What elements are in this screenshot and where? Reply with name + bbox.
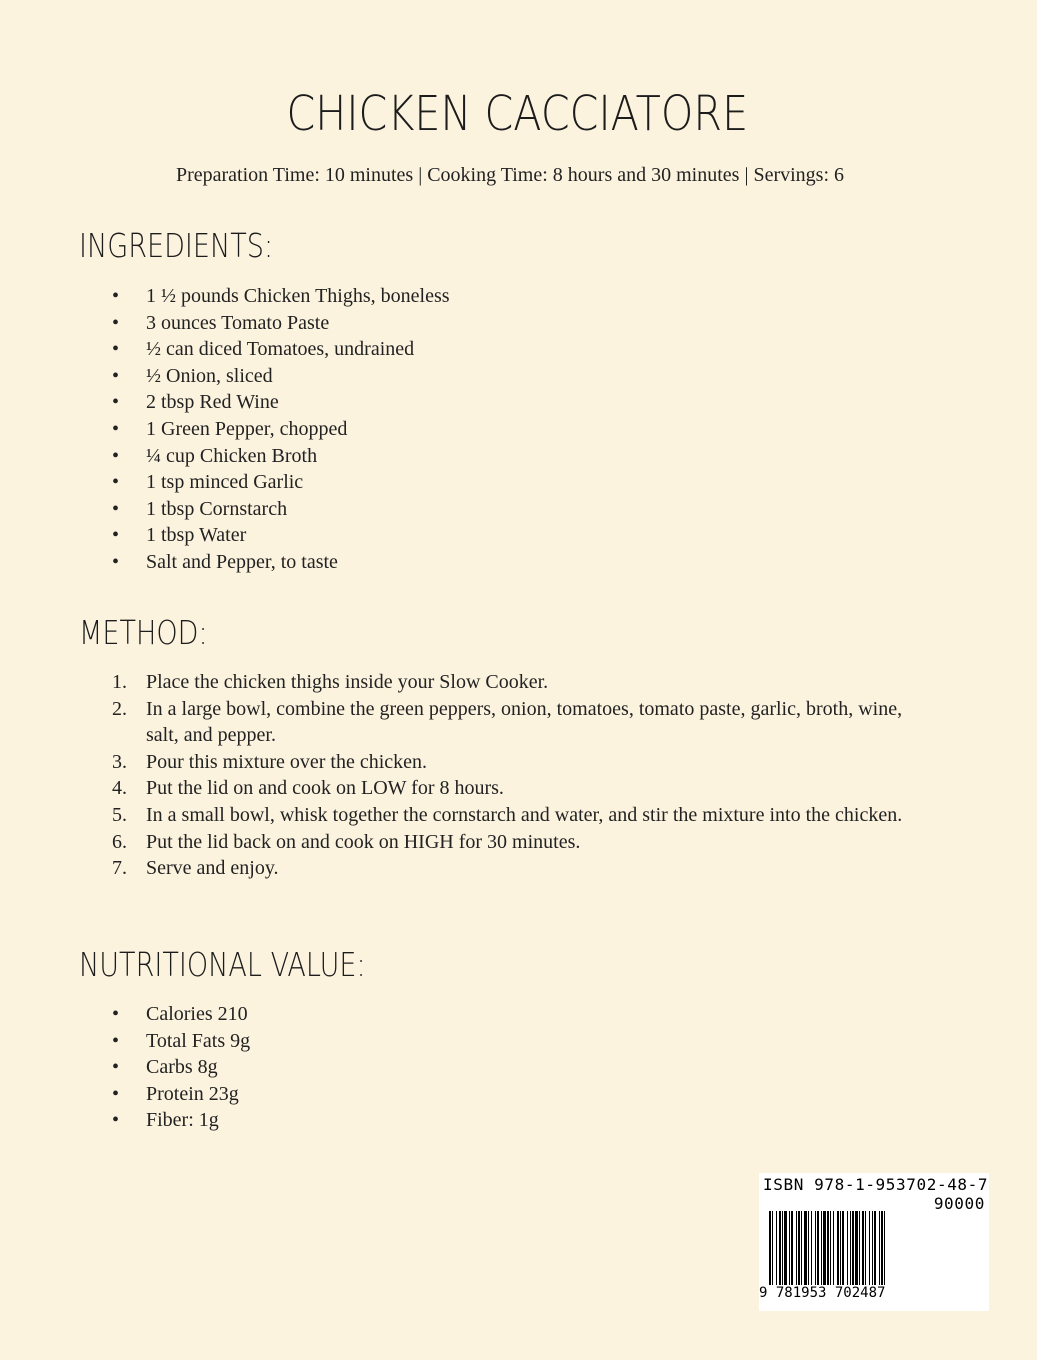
- method-step-text: Put the lid on and cook on LOW for 8 hours.: [146, 777, 504, 800]
- ingredient-item: [0, 443, 926, 470]
- barcode-bar: [842, 1211, 844, 1285]
- method-list: [0, 669, 926, 882]
- nutrition-list: [0, 1001, 926, 1134]
- barcode-bar: [855, 1211, 858, 1285]
- nutrition-item-text: Calories 210: [146, 1003, 248, 1025]
- ingredient-item-marker: •: [112, 391, 120, 414]
- ingredient-item-text: Salt and Pepper, to taste: [146, 550, 338, 573]
- ingredient-item: [0, 363, 926, 390]
- barcode-bar: [884, 1211, 885, 1285]
- barcode-bar: [779, 1211, 781, 1285]
- method-step-text: Place the chicken thighs inside your Slow Cooker.: [146, 671, 549, 693]
- method-step: [0, 696, 926, 749]
- nutrition-item-text: Protein 23g: [146, 1082, 239, 1105]
- ingredient-item-marker: •: [112, 417, 120, 440]
- barcode-bar: [850, 1211, 851, 1285]
- ingredient-item-marker: •: [112, 550, 120, 573]
- barcode-bar: [798, 1211, 800, 1285]
- ingredient-item: [0, 496, 926, 523]
- barcode-bar: [833, 1211, 834, 1285]
- method-step: [0, 775, 926, 802]
- ingredient-item-marker: •: [112, 471, 120, 494]
- nutrition-item-marker: •: [112, 1029, 120, 1052]
- barcode-bar: [827, 1211, 829, 1285]
- method-step-text: Serve and enjoy.: [146, 857, 279, 880]
- method-step-marker: 3.: [112, 750, 127, 773]
- nutrition-item-text: Total Fats 9g: [146, 1029, 251, 1052]
- barcode-bar: [869, 1211, 870, 1285]
- barcode-bar: [801, 1211, 802, 1285]
- ingredient-item: [0, 336, 926, 363]
- barcode-bar: [823, 1211, 826, 1285]
- barcode-bar: [862, 1211, 864, 1285]
- barcode-bar: [804, 1211, 807, 1285]
- method-step-text: Put the lid back on and cook on HIGH for 30 minutes.: [146, 830, 581, 853]
- ingredient-item-text: 2 tbsp Red Wine: [146, 391, 279, 414]
- ingredient-item: [0, 283, 926, 310]
- barcode-bar: [821, 1211, 822, 1285]
- barcode-bar: [859, 1211, 860, 1285]
- barcode-bar: [811, 1211, 812, 1285]
- ingredient-item-text: 1 Green Pepper, chopped: [146, 417, 348, 440]
- ingredient-item-marker: •: [112, 497, 120, 520]
- barcode-bar: [791, 1211, 793, 1285]
- ingredient-item-marker: •: [112, 524, 120, 547]
- barcode-bar: [874, 1211, 876, 1285]
- nutrition-item-text: Fiber: 1g: [146, 1109, 219, 1132]
- ingredient-item-text: 1 ½ pounds Chicken Thighs, boneless: [146, 285, 450, 307]
- barcode-bar: [769, 1211, 771, 1285]
- barcode-bar: [847, 1211, 848, 1285]
- barcode-bar: [772, 1211, 773, 1285]
- ingredient-item-marker: •: [112, 311, 120, 334]
- recipe-title: CHICKEN CACCIATORE: [286, 86, 749, 142]
- method-step: [0, 749, 926, 776]
- barcode-bar: [879, 1211, 880, 1285]
- barcode-bar: [881, 1211, 883, 1285]
- ingredients-list: [0, 283, 926, 576]
- barcode-bar: [852, 1211, 854, 1285]
- isbn-barcode: [759, 1173, 989, 1311]
- barcode-bar: [782, 1211, 783, 1285]
- method-step-marker: 6.: [112, 830, 127, 853]
- ingredient-item: [0, 469, 926, 496]
- ingredient-item-text: 1 tsp minced Garlic: [146, 471, 304, 494]
- ingredient-item-text: ½ Onion, sliced: [146, 364, 273, 387]
- barcode-bar: [837, 1211, 839, 1285]
- method-step-text: In a small bowl, whisk together the cornstarch and water, and stir the mixture into the chicken.: [146, 803, 903, 826]
- barcode-bar: [830, 1211, 831, 1285]
- ingredient-item-text: ¼ cup Chicken Broth: [146, 444, 318, 467]
- method-step-marker: 7.: [112, 857, 127, 880]
- ingredient-item: [0, 416, 926, 443]
- method-step: [0, 829, 926, 856]
- nutrition-item: [0, 1081, 926, 1108]
- ingredient-item-text: 1 tbsp Water: [146, 524, 247, 547]
- barcode-bar: [815, 1211, 816, 1285]
- method-step: [0, 855, 926, 882]
- ingredient-item: [0, 522, 926, 549]
- nutrition-item-text: Carbs 8g: [146, 1056, 218, 1079]
- ingredient-item-marker: •: [112, 338, 120, 361]
- barcode-bar: [872, 1211, 873, 1285]
- ingredient-item-marker: •: [112, 444, 120, 467]
- nutrition-item-marker: •: [112, 1056, 120, 1079]
- barcode-bar: [808, 1211, 809, 1285]
- nutrition-item-marker: •: [112, 1109, 120, 1132]
- barcode-bar: [776, 1211, 777, 1285]
- method-step-text: Pour this mixture over the chicken.: [146, 750, 428, 773]
- method-step-marker: 4.: [112, 777, 127, 800]
- price-code: 90000: [933, 1194, 985, 1213]
- barcode-bar: [817, 1211, 819, 1285]
- barcode-bar: [789, 1211, 790, 1285]
- isbn-number: ISBN 978-1-953702-48-7: [763, 1175, 989, 1194]
- ingredient-item-text: 1 tbsp Cornstarch: [146, 497, 288, 520]
- ingredient-item-text: ½ can diced Tomatoes, undrained: [146, 338, 415, 361]
- ingredients-heading: INGREDIENTS:: [79, 226, 274, 265]
- method-step: [0, 802, 926, 829]
- method-heading: METHOD:: [79, 613, 208, 652]
- nutrition-item-marker: •: [112, 1082, 120, 1105]
- recipe-meta: Preparation Time: 10 minutes | Cooking Time: 8 hours and 30 minutes | Servings: 6: [175, 164, 845, 186]
- ingredient-item: [0, 389, 926, 416]
- barcode-bar: [796, 1211, 797, 1285]
- barcode-digits: 9 781953 702487: [759, 1285, 886, 1301]
- nutrition-heading: NUTRITIONAL VALUE:: [79, 945, 366, 984]
- nutrition-item: [0, 1107, 926, 1134]
- method-step: [0, 669, 926, 696]
- nutrition-item: [0, 1001, 926, 1028]
- barcode-bar: [840, 1211, 841, 1285]
- method-step-marker: 1.: [112, 671, 127, 693]
- ingredient-item: [0, 549, 926, 576]
- ingredient-item-marker: •: [112, 285, 120, 307]
- ingredient-item-marker: •: [112, 364, 120, 387]
- method-step-text: In a large bowl, combine the green peppers, onion, tomatoes, tomato paste, garlic, broth, wine, salt, and pepper.: [146, 697, 903, 747]
- nutrition-item: [0, 1028, 926, 1055]
- barcode-bars: [759, 1211, 989, 1287]
- ingredient-item: [0, 310, 926, 337]
- nutrition-item-marker: •: [112, 1003, 120, 1025]
- ingredient-item-text: 3 ounces Tomato Paste: [146, 311, 330, 334]
- barcode-bar: [784, 1211, 787, 1285]
- barcode-bar: [865, 1211, 866, 1285]
- method-step-marker: 2.: [112, 697, 127, 720]
- nutrition-item: [0, 1054, 926, 1081]
- method-step-marker: 5.: [112, 803, 127, 826]
